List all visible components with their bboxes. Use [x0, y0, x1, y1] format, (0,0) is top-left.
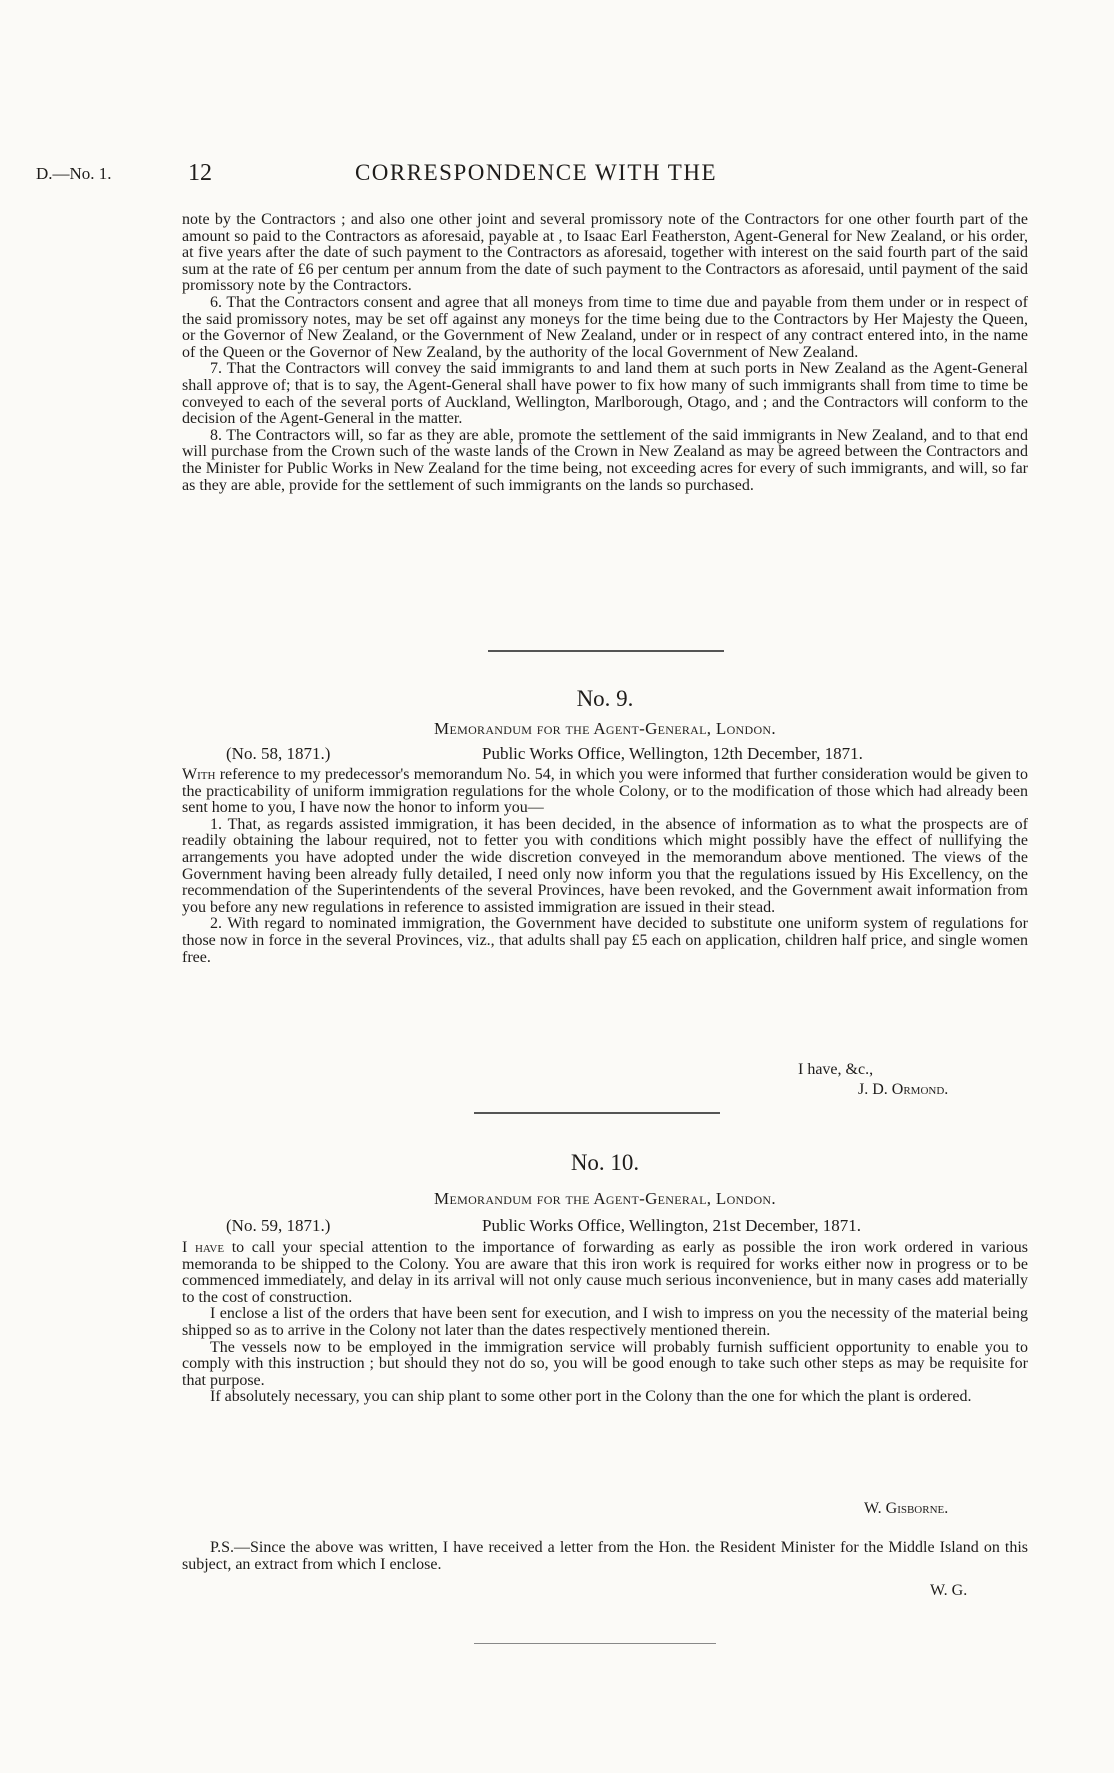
section-divider [488, 650, 724, 652]
document-number-heading: No. 10. [570, 1150, 640, 1175]
section-divider [474, 1643, 716, 1644]
paragraph: The vessels now to be employed in the immigration service will probably furnish sufficient opportunity to enable you to comply with this instruction ; but should they not do so, you will be good enough to take such other steps as may be requisite for that purpose. [182, 1338, 1028, 1389]
paragraph: P.S.—Since the above was written, I have received a letter from the Hon. the Resident Minister for the Middle Island on this subject, an extract from which I enclose. [182, 1539, 1028, 1573]
signature: W. Gisborne. [864, 1500, 949, 1517]
continuation-text [182, 212, 1028, 494]
opening-word: With [182, 766, 216, 783]
paragraph: 7. That the Contractors will convey the said immigrants to and land them at such ports in New Zealand as the Agent-General shall approve of; that is to say, the Agent-General shall have power to fix how many of such immigrants shall from time to time be conveyed to each of the several ports of Auckland, Wellington, Marlborough, Otago, and ; and the Contractors will conform to the decision of the Agent-General in the matter. [182, 360, 1028, 428]
closing-line: I have, &c., [798, 1061, 874, 1078]
opening-word: I have [182, 1239, 225, 1256]
memo-body [182, 1240, 1028, 1406]
memo-title: Memorandum for the Agent-General, London. [434, 1189, 776, 1208]
memo-reference: (No. 59, 1871.) [226, 1216, 331, 1235]
paragraph: If absolutely necessary, you can ship plant to some other port in the Colony than the one for which the plant is ordered. [210, 1388, 972, 1406]
paragraph: 2. With regard to nominated immigration, the Government have decided to substitute one uniform system of regulations for those now in force in the several Provinces, viz., that adults shall pay £5 each on application, children half price, and single women free. [182, 915, 1028, 966]
paragraph-text: reference to my predecessor's memorandum No. 54, in which you were informed that further consideration would be given to the practicability of uniform immigration regulations for the whole Colony, or to the modification of those which had already been sent home to you, I have now the honor to inform you— [182, 766, 1028, 817]
memo-reference: (No. 58, 1871.) [226, 744, 331, 763]
memo-title: Memorandum for the Agent-General, London. [434, 719, 776, 738]
section-divider [474, 1112, 720, 1114]
paragraph: 8. The Contractors will, so far as they are able, promote the settlement of the said immigrants in New Zealand, and to that end will purchase from the Crown such of the waste lands of the Crown in New Zealand as may be agreed between the Contractors and the Minister for Public Works in New Zealand for the time being, not exceeding acres for every of such immigrants, and will, so far as they are able, provide for the settlement of such immigrants on the lands so purchased. [182, 426, 1028, 494]
document-number-heading: No. 9. [576, 686, 634, 711]
paragraph: 1. That, as regards assisted immigration, it has been decided, in the absence of information as to what the prospects are of readily obtaining the labour required, not to fetter you with conditions which might possibly have the effect of nullifying the arrangements you have adopted under the wide discretion conveyed in the memorandum above mentioned. The views of the Government having been already fully detailed, I need only now inform you that the regulations issued by His Excellency, on the recommendation of the Superintendents of the several Provinces, have been revoked, and the Government await information from you before any new regulations in reference to assisted immigration are issued in their stead. [182, 815, 1028, 916]
running-title: CORRESPONDENCE WITH THE [354, 160, 718, 185]
memo-address-date: Public Works Office, Wellington, 21st December, 1871. [482, 1216, 862, 1235]
postscript [182, 1540, 1028, 1573]
page-header [36, 160, 1076, 200]
memo-address-date: Public Works Office, Wellington, 12th December, 1871. [482, 744, 863, 763]
section-code: D.—No. 1. [36, 164, 112, 183]
paragraph: note by the Contractors ; and also one other joint and several promissory note of the Contractors for one other fourth part of the amount so paid to the Contractors as aforesaid, payable at , to Isaac Earl Featherston, Agent-General for New Zealand, or his order, at five years after the date of such payment to the Contractors as aforesaid, together with interest on the said fourth part of the said sum at the rate of £6 per centum per annum from the date of such payment to the Contractors as aforesaid, until payment of the said promissory note by the Contractors. [182, 211, 1028, 295]
memo-body [182, 767, 1028, 966]
paragraph: I enclose a list of the orders that have been sent for execution, and I wish to impress on you the necessity of the material being shipped so as to arrive in the Colony not later than the dates respectively mentioned therein. [182, 1305, 1028, 1339]
page-number: 12 [188, 160, 212, 186]
paragraph [182, 1240, 1028, 1306]
paragraph: 6. That the Contractors consent and agree that all moneys from time to time due and payable from them under or in respect of the said promissory notes, may be set off against any moneys for the time being due to the Contractors by Her Majesty the Queen, or the Governor of New Zealand, or the Government of New Zealand, under or in respect of any contract entered into, in the name of the Queen or the Governor of New Zealand, by the authority of the local Government of New Zealand. [182, 293, 1028, 361]
signature: J. D. Ormond. [858, 1081, 949, 1098]
paragraph [182, 767, 1028, 817]
initials: W. G. [930, 1582, 968, 1599]
paragraph-text: to call your special attention to the importance of forwarding as early as possible the iron work ordered in various memoranda to be shipped to the Colony. You are aware that this iron work is required for works either now in progress or to be commenced immediately, and delay in its arrival will not only cause much serious inconvenience, but in many cases add materially to the cost of construction. [182, 1239, 1028, 1306]
